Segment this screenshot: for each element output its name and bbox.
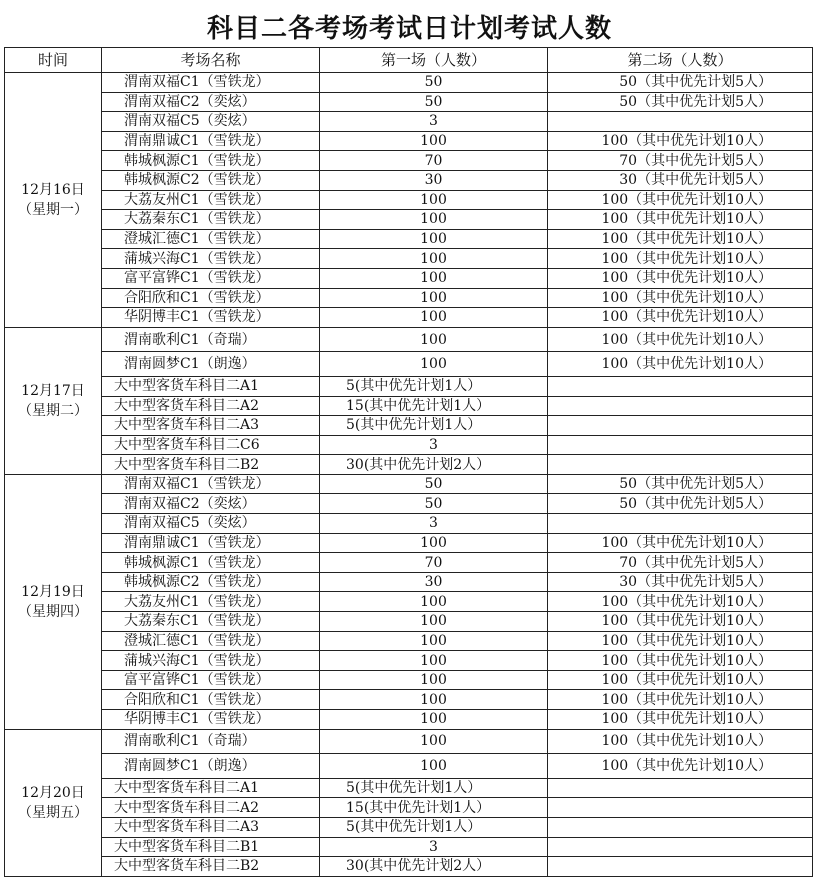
- table-row: [5, 288, 813, 308]
- session-2-count: 100（其中优先计划10人）: [548, 754, 813, 779]
- table-row: [5, 572, 813, 592]
- table-row: [5, 553, 813, 573]
- session-1-count: 100: [320, 327, 548, 352]
- table-row: [5, 754, 813, 779]
- exam-site-cell: 合阳欣和C1（雪铁龙）: [102, 690, 320, 710]
- session-1-count: 100: [320, 288, 548, 308]
- table-row: [5, 592, 813, 612]
- session-2-count: 50（其中优先计划5人）: [548, 73, 813, 93]
- exam-site-cell: 合阳欣和C1（雪铁龙）: [102, 288, 320, 308]
- table-row: [5, 798, 813, 818]
- exam-site-cell: 韩城枫源C2（雪铁龙）: [102, 170, 320, 190]
- session-2-count: [548, 857, 813, 877]
- session-2-count: 70（其中优先计划5人）: [548, 151, 813, 171]
- session-1-count: 100: [320, 710, 548, 730]
- session-1-count: 30: [320, 572, 548, 592]
- session-1-count: 3: [320, 837, 548, 857]
- exam-site-cell: 渭南双福C5（奕炫）: [102, 112, 320, 132]
- session-1-count: 5(其中优先计划1人）: [320, 817, 548, 837]
- exam-site-cell: 澄城汇德C1（雪铁龙）: [102, 229, 320, 249]
- exam-site-cell: 渭南双福C1（雪铁龙）: [102, 73, 320, 93]
- session-1-count: 100: [320, 612, 548, 632]
- exam-site-cell: 韩城枫源C1（雪铁龙）: [102, 553, 320, 573]
- session-1-count: 30: [320, 170, 548, 190]
- table-row: [5, 92, 813, 112]
- header-site: 考场名称: [102, 48, 320, 73]
- exam-site-cell: 大中型客货车科目二B2: [102, 857, 320, 877]
- exam-site-cell: 渭南双福C5（奕炫）: [102, 514, 320, 534]
- table-row: [5, 327, 813, 352]
- table-row: [5, 352, 813, 377]
- session-2-count: 50（其中优先计划5人）: [548, 494, 813, 514]
- session-1-count: 100: [320, 631, 548, 651]
- session-2-count: [548, 112, 813, 132]
- table-row: [5, 690, 813, 710]
- header-session-1: 第一场（人数）: [320, 48, 548, 73]
- exam-site-cell: 渭南歌利C1（奇瑞）: [102, 327, 320, 352]
- exam-site-cell: 大中型客货车科目二A3: [102, 817, 320, 837]
- session-2-count: 100（其中优先计划10人）: [548, 690, 813, 710]
- date-label: 12月20日: [21, 784, 85, 801]
- session-2-count: [548, 376, 813, 396]
- session-2-count: [548, 396, 813, 416]
- session-1-count: 5(其中优先计划1人）: [320, 778, 548, 798]
- table-row: [5, 612, 813, 632]
- exam-site-cell: 渭南双福C2（奕炫）: [102, 92, 320, 112]
- session-1-count: 30(其中优先计划2人）: [320, 455, 548, 475]
- table-row: [5, 131, 813, 151]
- exam-site-cell: 渭南双福C1（雪铁龙）: [102, 474, 320, 494]
- session-2-count: [548, 798, 813, 818]
- table-row: [5, 396, 813, 416]
- session-1-count: 100: [320, 533, 548, 553]
- session-2-count: [548, 837, 813, 857]
- table-row: [5, 631, 813, 651]
- table-row: [5, 112, 813, 132]
- session-1-count: 3: [320, 435, 548, 455]
- date-cell: [5, 327, 102, 474]
- exam-site-cell: 韩城枫源C2（雪铁龙）: [102, 572, 320, 592]
- session-1-count: 100: [320, 249, 548, 269]
- exam-site-cell: 大中型客货车科目二A2: [102, 798, 320, 818]
- table-row: [5, 376, 813, 396]
- session-1-count: 100: [320, 352, 548, 377]
- exam-site-cell: 大中型客货车科目二A3: [102, 416, 320, 436]
- session-2-count: 100（其中优先计划10人）: [548, 190, 813, 210]
- exam-site-cell: 大中型客货车科目二C6: [102, 435, 320, 455]
- table-row: [5, 514, 813, 534]
- session-1-count: 100: [320, 651, 548, 671]
- exam-site-cell: 华阴博丰C1（雪铁龙）: [102, 308, 320, 328]
- table-header-row: [5, 48, 813, 73]
- session-1-count: 3: [320, 514, 548, 534]
- exam-site-cell: 蒲城兴海C1（雪铁龙）: [102, 651, 320, 671]
- table-row: [5, 73, 813, 93]
- table-row: [5, 651, 813, 671]
- session-1-count: 50: [320, 73, 548, 93]
- session-1-count: 100: [320, 210, 548, 230]
- session-2-count: 100（其中优先计划10人）: [548, 670, 813, 690]
- table-row: [5, 210, 813, 230]
- session-1-count: 100: [320, 729, 548, 754]
- session-1-count: 30(其中优先计划2人）: [320, 857, 548, 877]
- exam-site-cell: 澄城汇德C1（雪铁龙）: [102, 631, 320, 651]
- exam-site-cell: 华阴博丰C1（雪铁龙）: [102, 710, 320, 730]
- table-row: [5, 249, 813, 269]
- page-title: 科目二各考场考试日计划考试人数: [206, 14, 612, 44]
- session-2-count: 100（其中优先计划10人）: [548, 288, 813, 308]
- session-1-count: 50: [320, 92, 548, 112]
- session-2-count: 30（其中优先计划5人）: [548, 572, 813, 592]
- exam-site-cell: 韩城枫源C1（雪铁龙）: [102, 151, 320, 171]
- session-2-count: 100（其中优先计划10人）: [548, 249, 813, 269]
- table-row: [5, 729, 813, 754]
- session-1-count: 50: [320, 474, 548, 494]
- exam-site-cell: 蒲城兴海C1（雪铁龙）: [102, 249, 320, 269]
- session-2-count: 100（其中优先计划10人）: [548, 352, 813, 377]
- table-row: [5, 670, 813, 690]
- table-row: [5, 268, 813, 288]
- weekday-label: （星期一）: [18, 201, 88, 218]
- exam-site-cell: 大荔秦东C1（雪铁龙）: [102, 612, 320, 632]
- session-2-count: 100（其中优先计划10人）: [548, 308, 813, 328]
- session-2-count: 100（其中优先计划10人）: [548, 710, 813, 730]
- date-cell: [5, 474, 102, 729]
- session-2-count: 30（其中优先计划5人）: [548, 170, 813, 190]
- exam-site-cell: 渭南圆梦C1（朗逸）: [102, 754, 320, 779]
- session-2-count: 70（其中优先计划5人）: [548, 553, 813, 573]
- session-2-count: 100（其中优先计划10人）: [548, 612, 813, 632]
- session-1-count: 100: [320, 670, 548, 690]
- session-1-count: 15(其中优先计划1人）: [320, 396, 548, 416]
- date-label: 12月19日: [21, 583, 85, 600]
- session-2-count: 100（其中优先计划10人）: [548, 327, 813, 352]
- exam-site-cell: 渭南歌利C1（奇瑞）: [102, 729, 320, 754]
- session-1-count: 100: [320, 592, 548, 612]
- exam-site-cell: 大荔友州C1（雪铁龙）: [102, 190, 320, 210]
- session-1-count: 5(其中优先计划1人）: [320, 416, 548, 436]
- session-1-count: 100: [320, 190, 548, 210]
- session-2-count: 100（其中优先计划10人）: [548, 631, 813, 651]
- exam-site-cell: 富平富铧C1（雪铁龙）: [102, 268, 320, 288]
- exam-site-cell: 渭南鼎诚C1（雪铁龙）: [102, 131, 320, 151]
- table-row: [5, 817, 813, 837]
- exam-site-cell: 渭南鼎诚C1（雪铁龙）: [102, 533, 320, 553]
- session-1-count: 100: [320, 690, 548, 710]
- session-1-count: 50: [320, 494, 548, 514]
- table-row: [5, 837, 813, 857]
- session-1-count: 100: [320, 131, 548, 151]
- header-session-2: 第二场（人数）: [548, 48, 813, 73]
- session-2-count: 100（其中优先计划10人）: [548, 131, 813, 151]
- session-2-count: 100（其中优先计划10人）: [548, 729, 813, 754]
- session-2-count: 50（其中优先计划5人）: [548, 474, 813, 494]
- table-row: [5, 455, 813, 475]
- session-1-count: 100: [320, 268, 548, 288]
- table-row: [5, 857, 813, 877]
- exam-site-cell: 渭南圆梦C1（朗逸）: [102, 352, 320, 377]
- session-2-count: [548, 416, 813, 436]
- exam-site-cell: 大中型客货车科目二A1: [102, 376, 320, 396]
- table-row: [5, 474, 813, 494]
- table-row: [5, 190, 813, 210]
- weekday-label: （星期二）: [18, 402, 88, 419]
- table-row: [5, 416, 813, 436]
- exam-site-cell: 大荔秦东C1（雪铁龙）: [102, 210, 320, 230]
- exam-site-cell: 渭南双福C2（奕炫）: [102, 494, 320, 514]
- exam-site-cell: 大中型客货车科目二A1: [102, 778, 320, 798]
- session-1-count: 70: [320, 553, 548, 573]
- session-1-count: 100: [320, 754, 548, 779]
- date-cell: [5, 729, 102, 876]
- exam-schedule-table: [4, 47, 813, 877]
- session-1-count: 70: [320, 151, 548, 171]
- session-2-count: 100（其中优先计划10人）: [548, 533, 813, 553]
- session-2-count: [548, 778, 813, 798]
- table-body: [5, 73, 813, 877]
- exam-site-cell: 大中型客货车科目二A2: [102, 396, 320, 416]
- weekday-label: （星期五）: [18, 804, 88, 821]
- table-row: [5, 710, 813, 730]
- table-row: [5, 229, 813, 249]
- session-1-count: 100: [320, 308, 548, 328]
- date-cell: [5, 73, 102, 328]
- table-row: [5, 170, 813, 190]
- session-1-count: 3: [320, 112, 548, 132]
- table-row: [5, 778, 813, 798]
- session-1-count: 5(其中优先计划1人）: [320, 376, 548, 396]
- session-2-count: 100（其中优先计划10人）: [548, 210, 813, 230]
- table-row: [5, 151, 813, 171]
- table-row: [5, 308, 813, 328]
- session-2-count: 50（其中优先计划5人）: [548, 92, 813, 112]
- exam-site-cell: 大中型客货车科目二B2: [102, 455, 320, 475]
- session-2-count: 100（其中优先计划10人）: [548, 268, 813, 288]
- date-label: 12月17日: [21, 382, 85, 399]
- session-1-count: 100: [320, 229, 548, 249]
- session-2-count: [548, 514, 813, 534]
- session-2-count: 100（其中优先计划10人）: [548, 229, 813, 249]
- date-label: 12月16日: [21, 181, 85, 198]
- session-2-count: 100（其中优先计划10人）: [548, 651, 813, 671]
- table-row: [5, 494, 813, 514]
- exam-site-cell: 大中型客货车科目二B1: [102, 837, 320, 857]
- session-1-count: 15(其中优先计划1人）: [320, 798, 548, 818]
- table-row: [5, 533, 813, 553]
- session-2-count: [548, 435, 813, 455]
- exam-site-cell: 大荔友州C1（雪铁龙）: [102, 592, 320, 612]
- weekday-label: （星期四）: [18, 603, 88, 620]
- session-2-count: 100（其中优先计划10人）: [548, 592, 813, 612]
- exam-site-cell: 富平富铧C1（雪铁龙）: [102, 670, 320, 690]
- session-2-count: [548, 817, 813, 837]
- header-time: 时间: [5, 48, 102, 73]
- session-2-count: [548, 455, 813, 475]
- table-row: [5, 435, 813, 455]
